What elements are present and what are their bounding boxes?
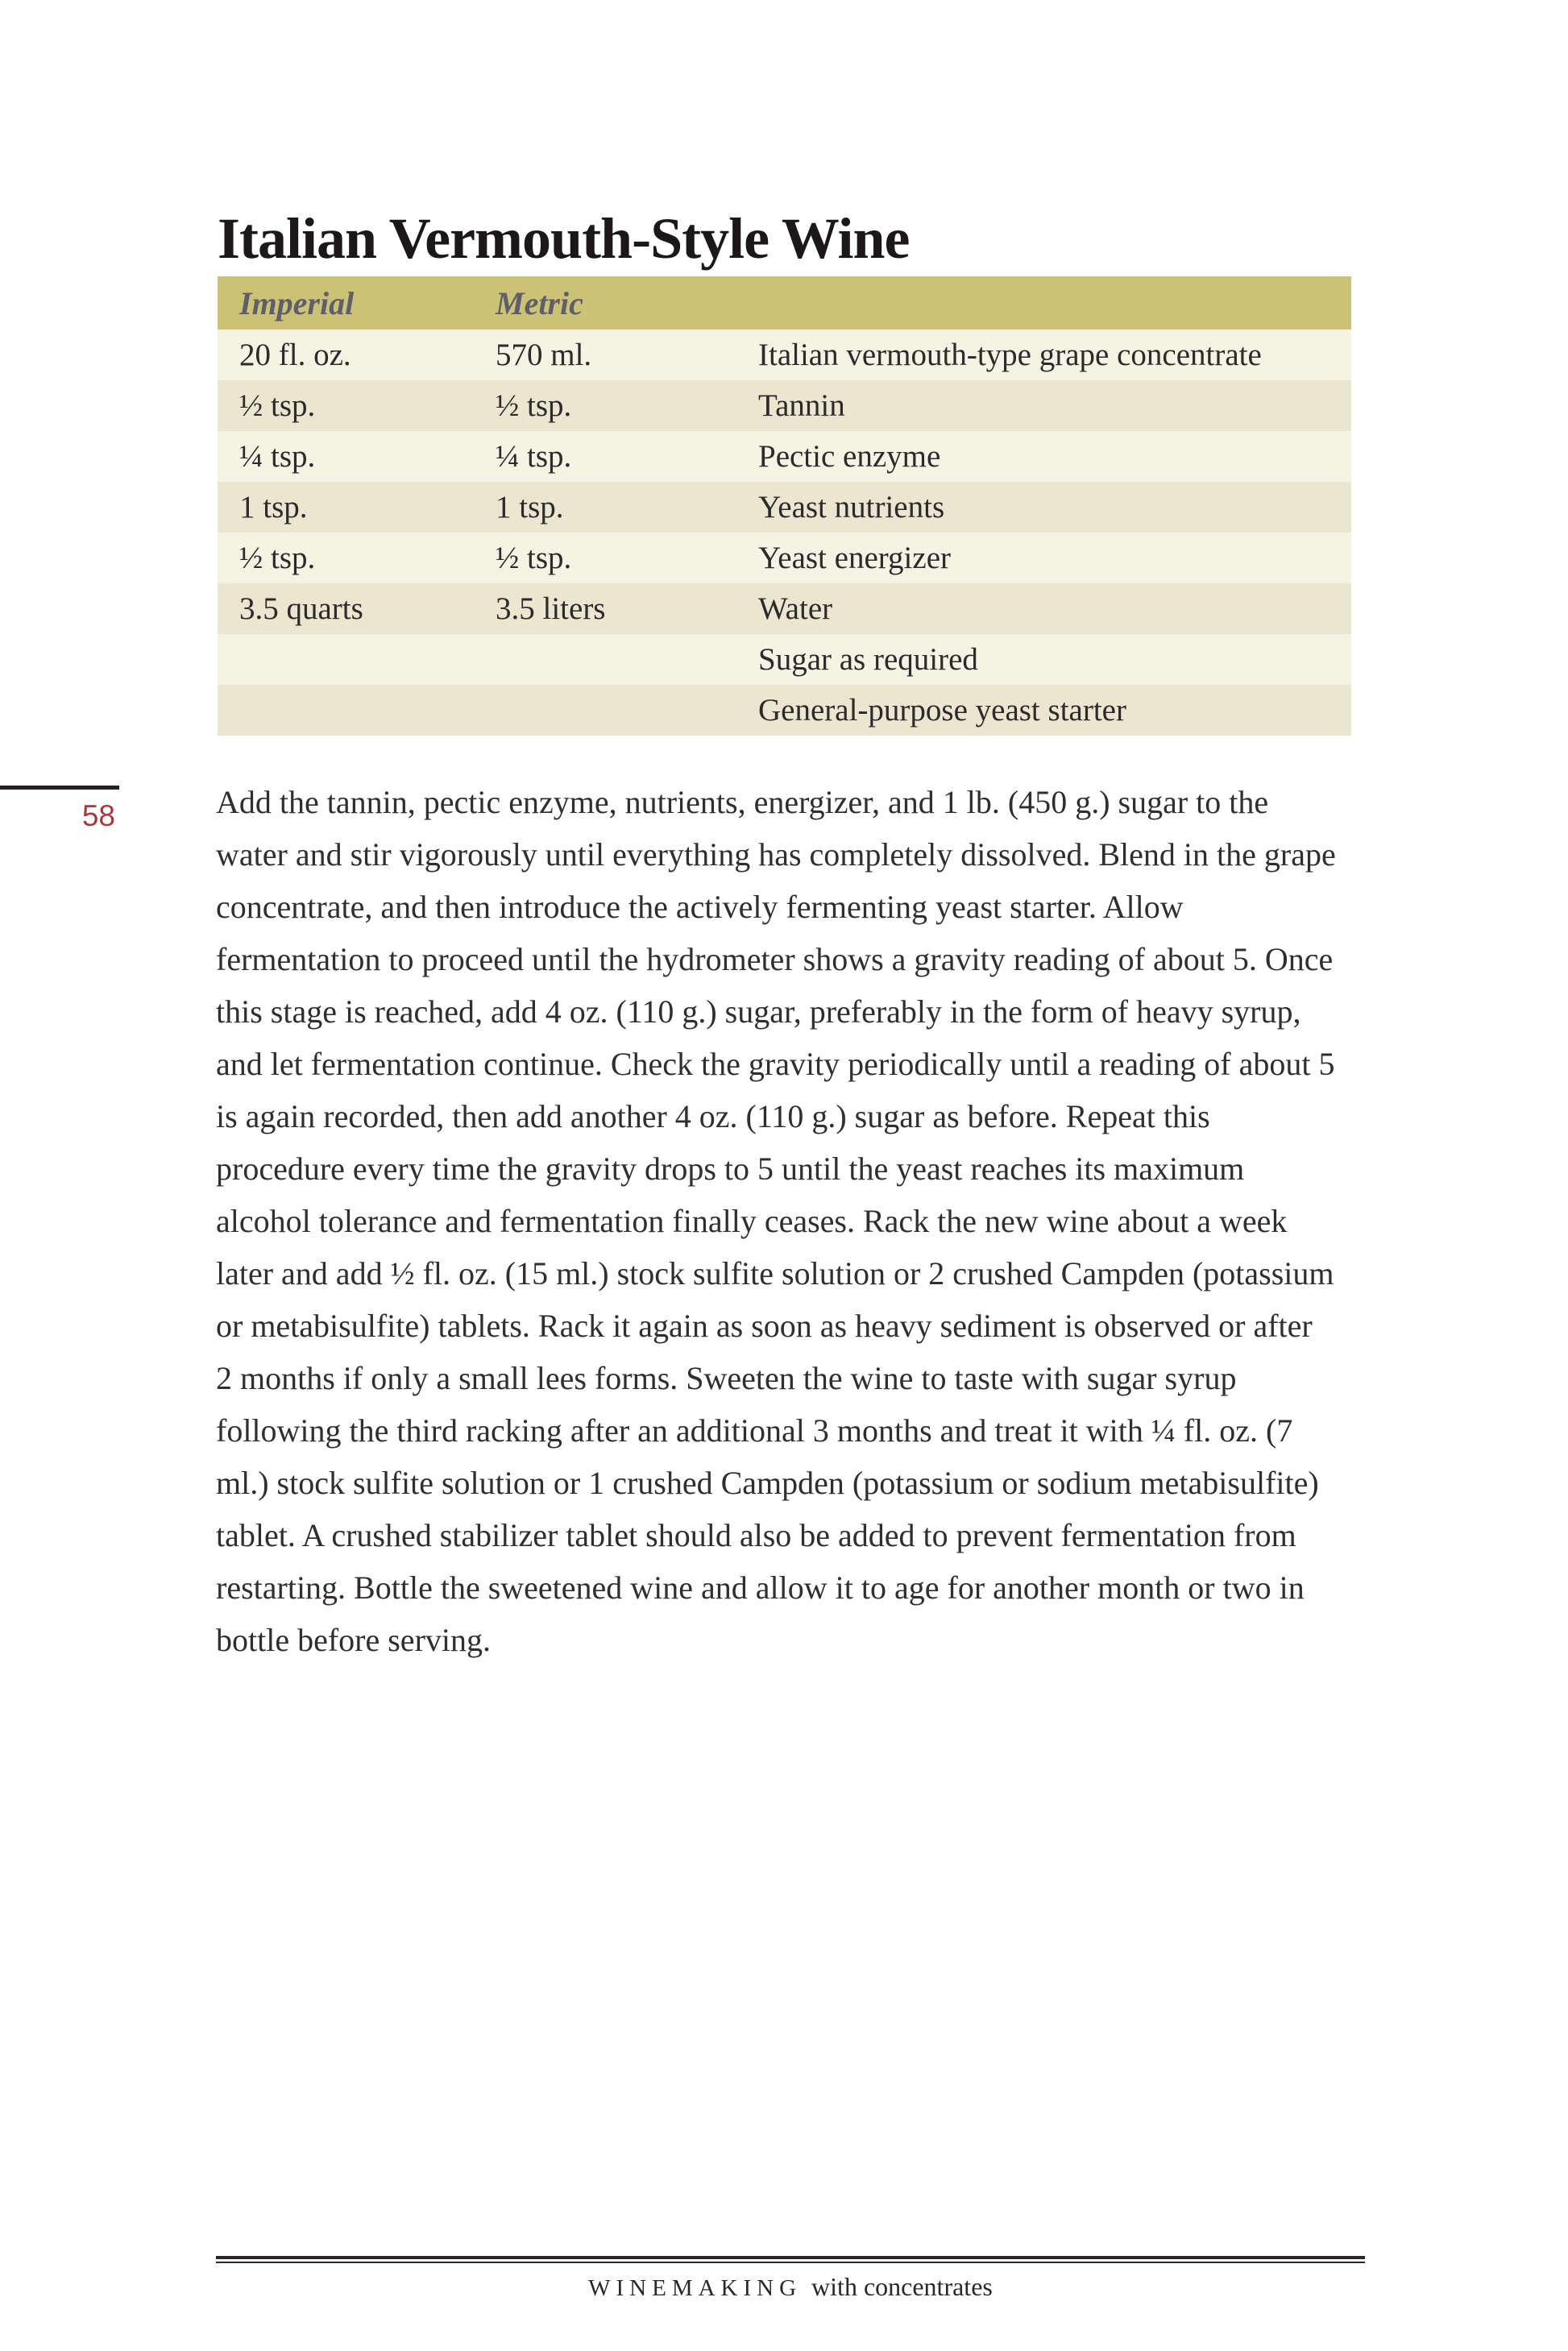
footer-series-title: WINEMAKING — [588, 2275, 803, 2301]
instructions-paragraph: Add the tannin, pectic enzyme, nutrients, energizer, and 1 lb. (450 g.) sugar to the water and stir vigorously until everything has completely dissolved. Blend in the grape concentrate, and then introduce the actively fermenting yeast starter. Allow fermentation to proceed until the hydrometer shows a gravity reading of about 5. Once this stage is reached, add 4 oz. (110 g.) sugar, preferably in the form of heavy syrup, and let fermentation continue. Check the gravity periodically until a reading of about 5 is again recorded, then add another 4 oz. (110 g.) sugar as before. Repeat this procedure every time the gravity drops to 5 until the yeast reaches its maximum alcohol tolerance and fermentation finally ceases. Rack the new wine about a week later and add ½ fl. oz. (15 ml.) stock sulfite solution or 2 crushed Campden (potassium or metabisulfite) tablets. Rack it again as soon as heavy sediment is observed or after 2 months if only a small lees forms. Sweeten the wine to taste with sugar syrup following the third racking after an additional 3 months and treat it with ¼ fl. oz. (7 ml.) stock sulfite solution or 1 crushed Campden (potassium or sodium metabisulfite) tablet. A crushed stabilizer tablet should also be added to prevent fermentation from restarting. Bottle the sweetened wine and allow it to age for another month or two in bottle before serving. — [216, 784, 1336, 1658]
cell-imperial: 20 fl. oz. — [239, 338, 351, 372]
cell-ingredient: General-purpose yeast starter — [758, 693, 1126, 728]
table-row — [218, 431, 1351, 482]
cell-imperial: ½ tsp. — [239, 541, 316, 575]
cell-ingredient: Yeast energizer — [758, 541, 951, 575]
table-row — [218, 482, 1351, 533]
cell-ingredient: Tannin — [758, 388, 845, 423]
table-row — [218, 533, 1351, 583]
page-number: 58 — [81, 799, 115, 832]
table-row — [218, 330, 1351, 380]
footer-subtitle: with concentrates — [811, 2272, 993, 2301]
cell-imperial: 3.5 quarts — [239, 591, 363, 626]
cell-metric: ½ tsp. — [496, 388, 572, 423]
cell-imperial: 1 tsp. — [239, 490, 308, 525]
footer-double-rule — [216, 2256, 1365, 2263]
cell-ingredient: Italian vermouth-type grape concentrate — [758, 338, 1262, 372]
cell-ingredient: Water — [758, 591, 833, 626]
cell-ingredient: Yeast nutrients — [758, 490, 945, 525]
table-header-row — [218, 276, 1351, 330]
page-title: Italian Vermouth-Style Wine — [218, 206, 910, 272]
cell-metric: 3.5 liters — [496, 591, 606, 626]
table-row — [218, 380, 1351, 431]
cell-imperial: ¼ tsp. — [239, 439, 316, 474]
column-header-metric: Metric — [496, 284, 583, 321]
cell-metric: ½ tsp. — [496, 541, 572, 575]
table-row — [218, 634, 1351, 685]
cell-ingredient: Sugar as required — [758, 642, 978, 677]
table-row — [218, 583, 1351, 634]
page-number-rule — [0, 786, 119, 790]
recipe-table — [218, 276, 1351, 736]
cell-ingredient: Pectic enzyme — [758, 439, 941, 474]
cell-metric: 570 ml. — [496, 338, 592, 372]
cell-imperial: ½ tsp. — [239, 388, 316, 423]
cell-metric: ¼ tsp. — [496, 439, 572, 474]
table-row — [218, 685, 1351, 736]
running-footer — [216, 2272, 1365, 2302]
column-header-imperial: Imperial — [239, 284, 355, 321]
cell-metric: 1 tsp. — [496, 490, 564, 525]
